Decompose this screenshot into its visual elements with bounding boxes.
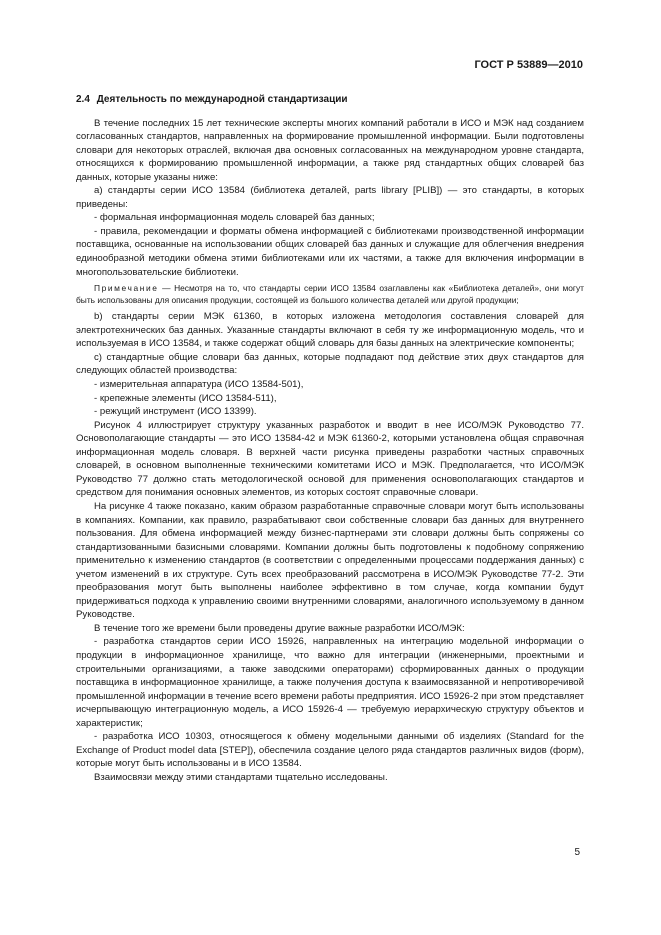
section-heading (76, 93, 584, 107)
list-item-a: а) стандарты серии ИСО 13584 (библиотека деталей, parts library [PLIB]) — это стандарты, в которых приведены: (76, 185, 584, 210)
list-subitem: - измерительная аппаратура (ИСО 13584-501), (94, 379, 304, 391)
section-title: Деятельность по международной стандартизации (96, 94, 348, 105)
paragraph: Рисунок 4 иллюстрирует структуру указанных разработок и вводит в нее ИСО/МЭК Руководство 77. Основополагающие стандарты — это ИСО 13584-42 и МЭК 61360-2, которыми установлена общая справочная информационная модель словаря. В верхней части рисунка приведены разработки частных справочных словарей, в основном выполненные техническими комитетами ИСО и МЭК. Предполагается, что ИСО/МЭК Руководство 77 должно стать методологической основой для применения основополагающих стандартов и средством для понимания основных элементов, из которых состоят справочные словари. (76, 419, 584, 499)
list-item-c: с) стандартные общие словари баз данных, которые подпадают под действие этих двух стандартов для следующих областей производства: (76, 351, 584, 377)
note (76, 283, 584, 306)
list-subitem: - формальная информационная модель словарей баз данных; (94, 212, 375, 224)
list-subitem: - правила, рекомендации и форматы обмена информацией с библиотеками производственной информации поставщика, основанные на использовании общих словарей баз данных и служащие для облегчения внедрения единообразной методики обмена этими библиотеками или их частями, а также для включения информации в многопользовательские библиотеки. (76, 225, 584, 278)
paragraph: В течение того же времени были проведены другие важные разработки ИСО/МЭК: (94, 622, 465, 634)
section-number: 2.4 (76, 94, 90, 105)
list-subitem: - режущий инструмент (ИСО 13399). (94, 406, 257, 418)
list-subitem: - крепежные элементы (ИСО 13584-511), (94, 392, 277, 404)
paragraph: На рисунке 4 также показано, каким образом разработанные справочные словари могут быть использованы в компаниях. Компании, как правило, разрабатывают свои собственные словари баз данных для внутреннего пользования. Для обмена информацией между бизнес-партнерами эти словари должны быть сопряжены со стандартизованными базисными словарями. Компании должны быть подготовлены к подобному сопряжению применительно к изменению стандартов (в соответствии с определенными процессами поддержания данных) с учетом изменений в их структуре. Суть всех преобразований рассмотрена в ИСО/МЭК Руководстве 77-2. Эти преобразования могут быть выполнены наиболее эффективно в том случае, когда компании будут придерживаться подхода к управлению своими внутренними словарями, аналогичного используемому в данном Руководстве. (76, 500, 584, 621)
list-subitem: - разработка стандартов серии ИСО 15926, направленных на интеграцию модельной информации о продукции в информационное хранилище, что важно для интеграции (инженерными, проектными и строительными организациями, а также заводскими операторами) сформированных данных о продукции поставщика в информационное хранилище, а также получения доступа к взаимосвязанной и непротиворечивой промышленной информации в течение всего времени работы предприятия. ИСО 15926-2 при этом представляет исчерпывающую интеграционную модель, а ИСО 15926-4 — требуемую иерархическую структуру объектов и характеристик; (76, 636, 584, 729)
list-subitem: - разработка ИСО 10303, относящегося к обмену модельными данными об изделиях (Standard for the Exchange of Product model data [STEP]), обеспечила создание целого ряда стандартов различных видов (форм), которые могут быть использованы и в ИСО 13584. (76, 731, 584, 770)
page-number: 5 (574, 847, 580, 858)
standard-header: ГОСТ Р 53889—2010 (474, 59, 583, 71)
list-item-b: b) стандарты серии МЭК 61360, в которых изложена методология составления словарей для электротехнических баз данных. Указанные стандарты включают в себя ту же информационную модель, что и используемая в ИСО 13584, и также содержат общий словарь для базы данных на электрические компоненты; (76, 311, 584, 350)
paragraph: Взаимосвязи между этими стандартами тщательно исследованы. (94, 771, 388, 783)
paragraph: В течение последних 15 лет технические эксперты многих компаний работали в ИСО и МЭК над созданием согласованных стандартов, направленных на формирование промышленной информации. Были подготовлены словари для некоторых отраслей, включая два основных согласованных на международном уровне стандарта, относящихся к формированию промышленной информации, а также ряд стандартных общих словарей баз данных, которые указаны ниже: (76, 117, 584, 183)
note-label: Примечание (94, 283, 159, 294)
document-body (76, 93, 584, 784)
note-text: — Несмотря на то, что стандарты серии ИСО 13584 озаглавлены как «Библиотека деталей», они могут быть использованы для описания продукции, состоящей из большого количества деталей или другой продукции; (76, 283, 584, 305)
